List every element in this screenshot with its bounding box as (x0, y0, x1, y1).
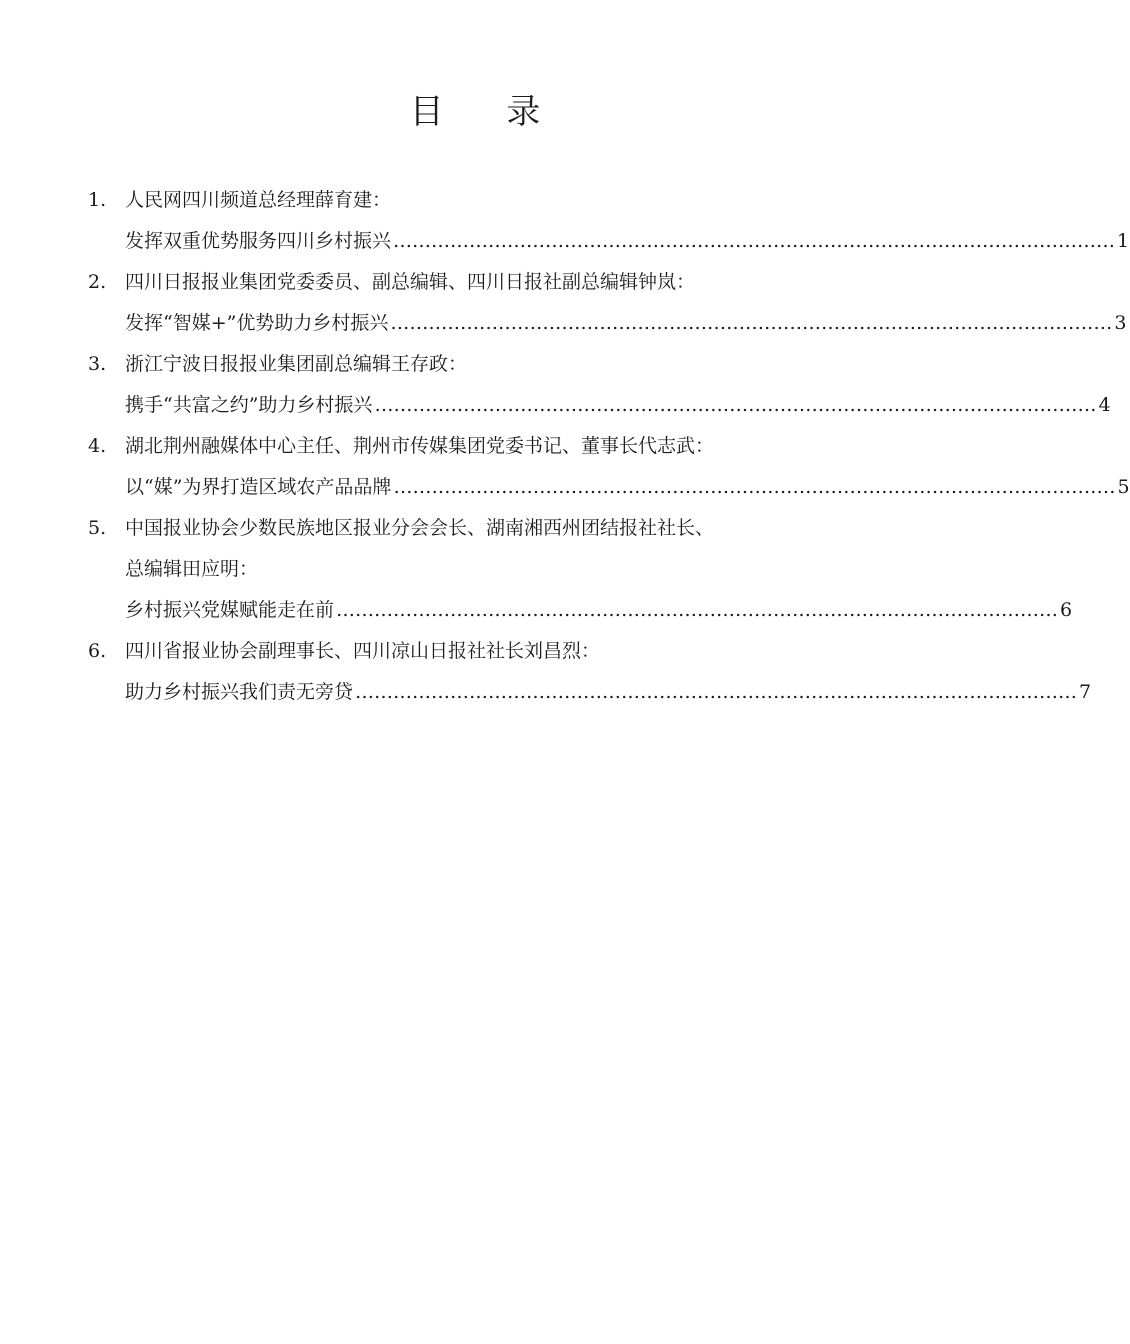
dot-leader: …………………………………………………………………………………………………… (393, 230, 1116, 252)
toc-link[interactable] (88, 467, 1130, 508)
page-title: 目 录 (409, 92, 567, 132)
dot-leader: …………………………………………………………………………………………………… (390, 312, 1113, 334)
entry-subtitle: 助力乡村振兴我们责无旁贷 (125, 681, 354, 703)
toc-link[interactable] (88, 385, 1111, 426)
dot-leader: …………………………………………………………………………………………………… (336, 599, 1059, 621)
entry-page-number: 5 (1117, 476, 1130, 498)
toc-entry-2 (88, 262, 1127, 344)
entry-page-number: 7 (1079, 681, 1092, 703)
entry-subtitle: 携手“共富之约”助力乡村振兴 (125, 394, 373, 416)
toc-link[interactable] (88, 221, 1130, 262)
toc-link[interactable] (88, 590, 1073, 631)
entry-heading: 四川省报业协会副理事长、四川凉山日报社社长刘昌烈： (125, 640, 601, 662)
entry-subtitle: 乡村振兴党媒赋能走在前 (125, 599, 335, 621)
entry-number: 2. (88, 271, 107, 293)
entry-heading: 人民网四川频道总经理薛育建： (125, 189, 392, 211)
entry-number: 1. (88, 189, 107, 211)
dot-leader: …………………………………………………………………………………………………… (393, 476, 1116, 498)
entry-subtitle: 发挥双重优势服务四川乡村振兴 (125, 230, 392, 252)
toc-entry-1 (88, 180, 1130, 262)
entry-heading-continued: 总编辑田应明： (125, 558, 259, 580)
table-of-contents (88, 180, 1130, 713)
toc-entry-6 (88, 631, 1092, 713)
entry-heading: 湖北荆州融媒体中心主任、荆州市传媒集团党委书记、董事长代志武： (125, 435, 715, 457)
entry-number: 3. (88, 353, 107, 375)
entry-page-number: 6 (1060, 599, 1073, 621)
entry-page-number: 4 (1098, 394, 1111, 416)
toc-entry-3 (88, 344, 1111, 426)
toc-entry-5 (88, 508, 1073, 631)
entry-heading: 中国报业协会少数民族地区报业分会会长、湖南湘西州团结报社社长、 (125, 517, 715, 539)
entry-number: 4. (88, 435, 107, 457)
toc-entry-4 (88, 426, 1130, 508)
entry-number: 6. (88, 640, 107, 662)
entry-heading: 浙江宁波日报报业集团副总编辑王存政： (125, 353, 468, 375)
toc-link[interactable] (88, 672, 1092, 713)
entry-number: 5. (88, 517, 107, 539)
entry-page-number: 3 (1114, 312, 1127, 334)
entry-subtitle: 以“媒”为界打造区域农产品品牌 (125, 476, 392, 498)
dot-leader: …………………………………………………………………………………………………… (355, 681, 1078, 703)
toc-link[interactable] (88, 303, 1127, 344)
entry-page-number: 1 (1117, 230, 1130, 252)
entry-heading: 四川日报报业集团党委委员、副总编辑、四川日报社副总编辑钟岚： (125, 271, 696, 293)
dot-leader: …………………………………………………………………………………………………… (374, 394, 1097, 416)
entry-subtitle: 发挥“智媒+”优势助力乡村振兴 (125, 312, 389, 334)
